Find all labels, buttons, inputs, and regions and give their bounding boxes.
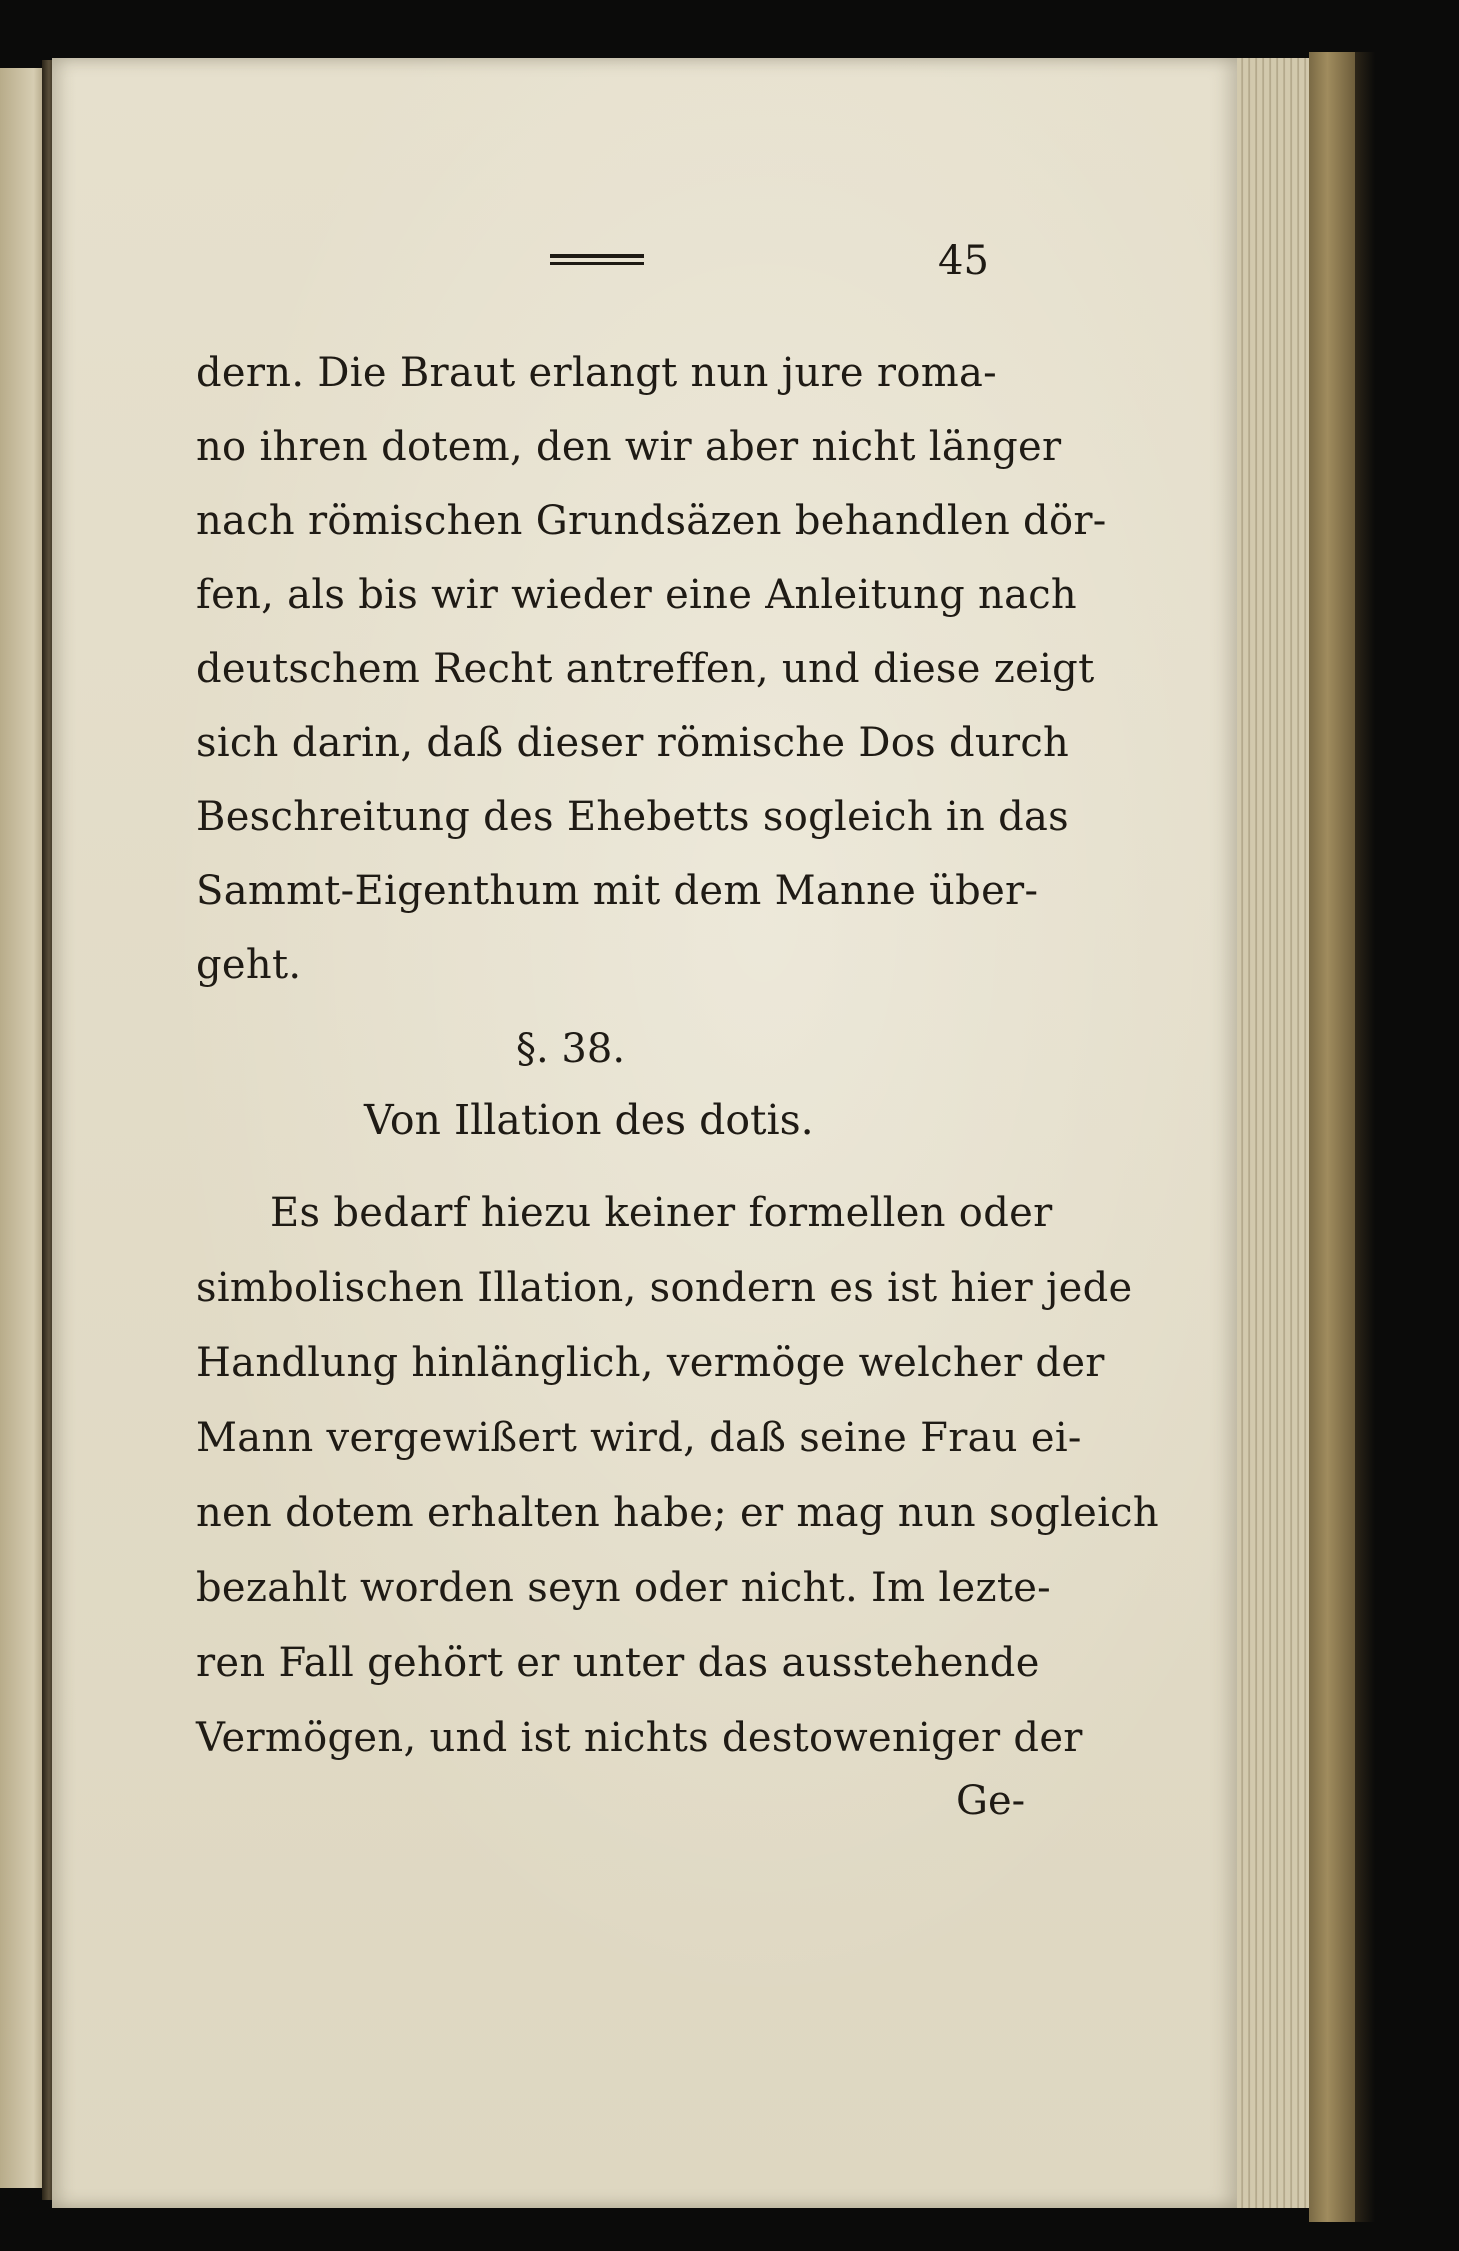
page-edges — [1237, 58, 1309, 2208]
left-page-edge — [0, 68, 48, 2188]
text-line: geht. — [196, 942, 302, 988]
text-line: no ihren dotem, den wir aber nicht länger — [196, 424, 1062, 470]
book-cover — [1309, 52, 1355, 2222]
text-line: nach römischen Grundsäzen behandlen dör- — [196, 498, 1107, 544]
text-line: Vermögen, und ist nichts destoweniger der — [196, 1715, 1083, 1761]
text-line: Mann vergewißert wird, daß seine Frau ei- — [196, 1415, 1082, 1461]
text-line: nen dotem erhalten habe; er mag nun sogleich — [196, 1490, 1159, 1536]
text-line: Beschreitung des Ehebetts sogleich in das — [196, 794, 1069, 840]
text-line: Es bedarf hiezu keiner formellen oder — [270, 1190, 1053, 1236]
text-line: deutschem Recht antreffen, und diese zeigt — [196, 646, 1095, 692]
text-line: bezahlt worden seyn oder nicht. Im lezte- — [196, 1565, 1051, 1611]
text-line: fen, als bis wir wieder eine Anleitung nach — [196, 572, 1077, 618]
text-line: Handlung hinlänglich, vermöge welcher der — [196, 1340, 1105, 1386]
text-line: ren Fall gehört er unter das ausstehende — [196, 1640, 1040, 1686]
page-number: 45 — [938, 238, 989, 284]
cover-shadow — [1355, 52, 1375, 2222]
text-line: simbolischen Illation, sondern es ist hier jede — [196, 1265, 1133, 1311]
text-line: sich darin, daß dieser römische Dos durch — [196, 720, 1070, 766]
header-rule — [550, 254, 644, 274]
section-number: §. 38. — [516, 1026, 626, 1072]
section-title: Von Illation des dotis. — [364, 1096, 814, 1144]
text-line: dern. Die Braut erlangt nun jure roma- — [196, 350, 997, 396]
catchword: Ge- — [956, 1778, 1026, 1824]
text-line: Sammt-Eigenthum mit dem Manne über- — [196, 868, 1039, 914]
